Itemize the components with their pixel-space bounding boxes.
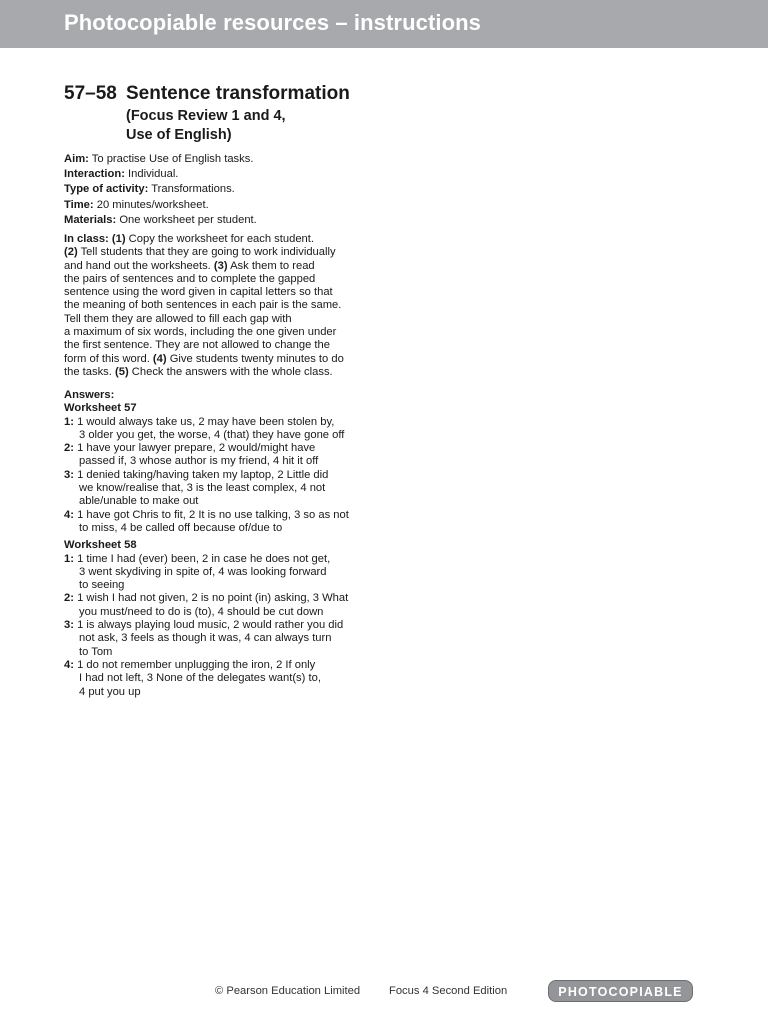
answer-line — [64, 469, 374, 482]
in-class-paragraph — [64, 233, 374, 379]
meta-time — [64, 198, 374, 213]
paragraph-text: the pairs of sentences and to complete the gapped — [64, 272, 316, 285]
answer-text: to Tom — [79, 645, 113, 658]
answer-text: I had not left, 3 None of the delegates want(s) to, — [79, 672, 321, 685]
bold-marker: (4) — [152, 352, 167, 365]
paragraph-text: the tasks. — [64, 365, 115, 378]
paragraph-line — [64, 313, 374, 326]
answer-text: to miss, 4 be called off because of/due to — [79, 521, 283, 534]
subtitle-line-2: Use of English) — [126, 127, 232, 143]
answer-line — [64, 495, 374, 508]
header-banner — [0, 0, 768, 48]
answer-line — [64, 566, 374, 579]
answer-text: 1 do not remember unplugging the iron, 2 If only — [77, 658, 316, 671]
paragraph-line — [64, 326, 374, 339]
answer-item — [64, 619, 374, 659]
section-code: 57–58 — [64, 83, 117, 104]
answer-text: 1 have your lawyer prepare, 2 would/might have — [77, 442, 316, 455]
answer-number: 1: — [64, 415, 74, 428]
paragraph-line — [64, 366, 374, 379]
answer-number: 3: — [64, 468, 74, 481]
answer-line — [64, 455, 374, 468]
meta-value: 20 minutes/worksheet. — [93, 198, 209, 211]
answer-line — [64, 579, 374, 592]
bold-marker: (3) — [213, 259, 228, 272]
answer-item — [64, 416, 374, 443]
footer-copyright: © Pearson Education Limited — [215, 985, 361, 997]
paragraph-text: and hand out the worksheets. — [64, 259, 214, 272]
paragraph-text: the first sentence. They are not allowed to change the — [64, 339, 330, 352]
paragraph-text: Check the answers with the whole class. — [128, 365, 333, 378]
answer-line — [64, 429, 374, 442]
answer-text: you must/need to do is (to), 4 should be cut down — [79, 605, 324, 618]
answer-line — [64, 686, 374, 699]
meta-materials — [64, 213, 374, 228]
worksheet-title: Worksheet 57 — [64, 402, 137, 415]
paragraph-line — [64, 233, 374, 246]
paragraph-text: Ask them to read — [227, 259, 315, 272]
photocopiable-badge: PHOTOCOPIABLE — [548, 980, 693, 1002]
paragraph-line — [64, 286, 374, 299]
answer-text: to seeing — [79, 579, 125, 592]
meta-type — [64, 182, 374, 197]
answer-text: not ask, 3 feels as though it was, 4 can always turn — [79, 632, 332, 645]
answer-line — [64, 632, 374, 645]
answers-label: Answers: — [64, 389, 115, 401]
answer-text: 1 wish I had not given, 2 is no point (in) asking, 3 What — [77, 592, 349, 605]
answer-line — [64, 509, 374, 522]
paragraph-text: Give students twenty minutes to do — [166, 352, 344, 365]
answer-number: 3: — [64, 619, 74, 632]
bold-marker: In class: (1) — [64, 233, 126, 245]
answer-text: 3 went skydiving in spite of, 4 was looking forward — [79, 565, 327, 578]
paragraph-text: form of this word. — [64, 352, 153, 365]
paragraph-text: sentence using the word given in capital letters so that — [64, 286, 333, 299]
answer-line — [64, 646, 374, 659]
answer-number: 2: — [64, 592, 74, 605]
paragraph-line — [64, 273, 374, 286]
answer-number: 4: — [64, 508, 74, 521]
answer-text: 1 have got Chris to fit, 2 It is no use talking, 3 so as not — [77, 508, 349, 521]
paragraph-text: Copy the worksheet for each student. — [125, 233, 314, 245]
meta-label: Materials: — [64, 213, 117, 226]
paragraph-text: Tell students that they are going to work individually — [77, 246, 336, 259]
answer-item — [64, 442, 374, 469]
answer-text: we know/realise that, 3 is the least complex, 4 not — [79, 482, 326, 495]
answer-line — [64, 553, 374, 566]
meta-value: One worksheet per student. — [116, 213, 257, 226]
answer-text: 1 is always playing loud music, 2 would rather you did — [77, 619, 344, 632]
meta-value: Transformations. — [148, 183, 235, 196]
paragraph-text: a maximum of six words, including the one given under — [64, 326, 337, 339]
bold-marker: (2) — [64, 246, 78, 259]
answer-text: 4 put you up — [79, 685, 141, 698]
answer-text: passed if, 3 whose author is my friend, 4 hit it off — [79, 455, 319, 468]
paragraph-text: Tell them they are allowed to fill each gap with — [64, 312, 292, 325]
paragraph-line — [64, 299, 374, 312]
answer-number: 2: — [64, 442, 74, 455]
paragraph-line — [64, 353, 374, 366]
meta-label: Aim: — [64, 153, 89, 165]
paragraph-text: the meaning of both sentences in each pair is the same. — [64, 299, 342, 312]
meta-aim — [64, 152, 374, 167]
meta-label: Time: — [64, 198, 94, 211]
worksheet-title: Worksheet 58 — [64, 539, 137, 552]
answer-text: able/unable to make out — [79, 495, 199, 508]
answer-text: 1 would always take us, 2 may have been stolen by, — [77, 415, 335, 428]
meta-value: Individual. — [124, 168, 179, 181]
answer-item — [64, 659, 374, 699]
answer-line — [64, 442, 374, 455]
banner-title: Photocopiable resources – instructions — [64, 10, 482, 35]
answer-number: 1: — [64, 552, 74, 565]
meta-label: Interaction: — [64, 168, 125, 181]
paragraph-line — [64, 260, 374, 273]
answer-item — [64, 469, 374, 509]
answer-line — [64, 482, 374, 495]
answer-line — [64, 522, 374, 535]
answer-text: 1 denied taking/having taken my laptop, 2 Little did — [77, 468, 329, 481]
bold-marker: (5) — [115, 365, 129, 378]
section-subtitle — [126, 107, 366, 145]
answer-line — [64, 619, 374, 632]
subtitle-line-1: (Focus Review 1 and 4, — [126, 108, 286, 124]
answer-item — [64, 509, 374, 536]
answer-item — [64, 592, 374, 619]
answer-line — [64, 659, 374, 672]
meta-interaction — [64, 167, 374, 182]
answer-text: 3 older you get, the worse, 4 (that) they have gone off — [79, 428, 345, 441]
answer-text: 1 time I had (ever) been, 2 in case he does not get, — [77, 552, 331, 565]
answer-item — [64, 553, 374, 593]
section-title: Sentence transformation — [126, 83, 350, 104]
answer-number: 4: — [64, 658, 74, 671]
meta-value: To practise Use of English tasks. — [88, 153, 254, 165]
paragraph-line — [64, 246, 374, 259]
activity-meta — [64, 152, 374, 228]
answers-section — [64, 389, 374, 699]
answer-line — [64, 672, 374, 685]
answer-line — [64, 416, 374, 429]
footer-edition: Focus 4 Second Edition — [389, 985, 508, 997]
paragraph-line — [64, 339, 374, 352]
meta-label: Type of activity: — [64, 183, 149, 196]
answer-line — [64, 592, 374, 605]
answer-line — [64, 606, 374, 619]
